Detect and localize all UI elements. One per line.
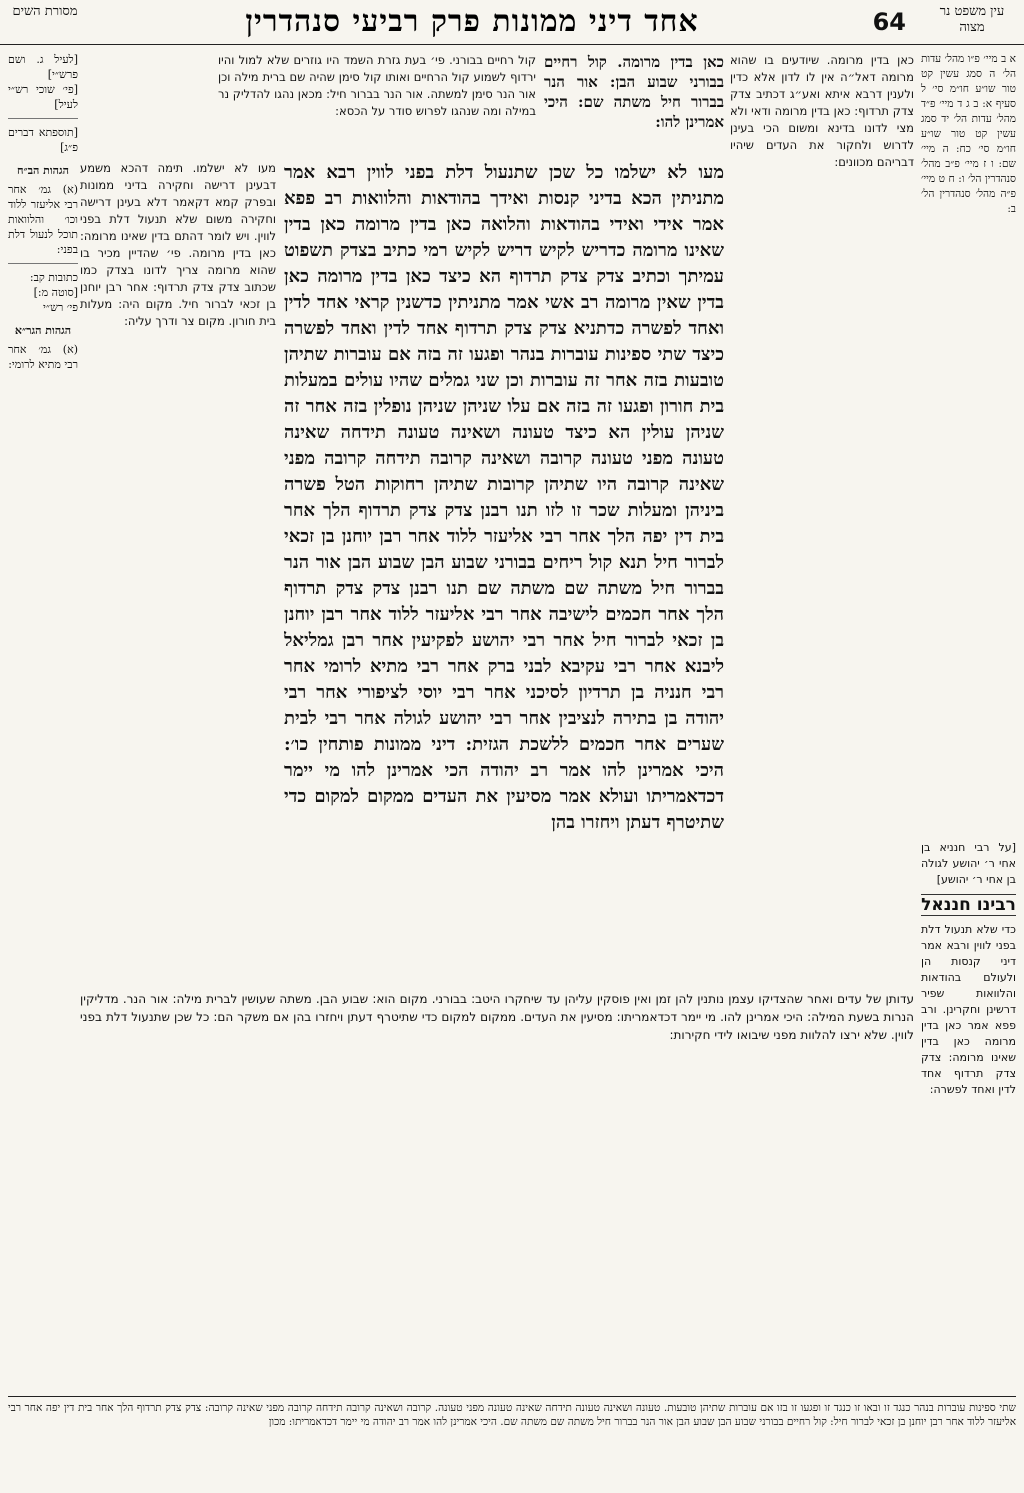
page-number: 64 (872, 8, 906, 36)
footer-notes: שתי ספינות עוברות בנהר כנגד זו ובאו זו כנגד זו ופגעו זו בזו אם עוברות שתיהן טובעות. טעונה ושאינה טעונה תידחה שאינה טעונה מפני טעונה. קרובה ושאינה קרובה תידחה קרובה מפני שאינה קרובה: צדק צדק תרדוף הלך אחר בית דין יפה אחר רבי אליעזר ללוד אחר רבן יוחנן בן זכאי לברור חיל: קול רחיים בבורני שבוע הבן שבוע הבן אור הנר בברור חיל משתה שם משתה שם. היכי אמרינן להו אמר רב יהודה מי יימר דכדאמריתו: מכון (8, 1396, 1016, 1485)
masoret-ref: [סוטה מ:] (33, 286, 78, 299)
hagahot-bach-text: (א) גמ׳ אחר רבי אליעזר ללוד וכו׳ והלוואות תוכל לנעול דלת בפני: (8, 183, 78, 256)
rabbeinu-chananel-column (921, 840, 1016, 1413)
page-title: אחד דיני ממונות פרק רביעי סנהדרין (245, 4, 699, 39)
masoret-column (8, 52, 78, 372)
ein-mishpat-header: עין משפט נר מצוה (939, 4, 1005, 35)
gemara-text: מעו לא ישלמו כל שכן שתנעול דלת בפני לווין רבא אמר מתניתין הכא בדיני קנסות ואידך בהודאות והלוואות רב פפא אמר אידי ואידי בהודאות והלואה כאן בדין מרומה כאן בדין שאינו מרומה כדריש לקיש דריש לקיש רמי כתיב בצדק תשפוט עמיתך וכתיב צדק צדק תרדוף הא כיצד כאן בדין מרומה כאן בדין שאין מרומה רב אשי אמר מתניתין כדשנין קראי אחד לדין ואחד לפשרה כדתניא צדק צדק תרדוף אחד לדין ואחד לפשרה כיצד שתי ספינות עוברות בנהר ופגעו זה בזה אם עוברות שתיהן טובעות בזה אחר זה עוברות וכן שני גמלים שהיו עולים במעלות בית חורון ופגעו זה בזה אם עלו שניהן שניהן נופלין בזה אחר זה שניהן עולין הא כיצד טעונה ושאינה טעונה תידחה שאינה טעונה מפני טעונה קרובה ושאינה קרובה תידחה קרובה מפני שאינה קרובה היו שתיהן קרובות שתיהן רחוקות הטל פשרה ביניהן ומעלות שכר זו לזו תנו רבנן צדק צדק תרדוף הלך אחר בית דין יפה הלך אחר רבי אליעזר ללוד אחר רבן יוחנן בן זכאי לברור חיל תנא קול ריחים בבורני שבוע הבן שבוע הבן אור הנר בברור חיל משתה שם משתה שם תנו רבנן צדק צדק תרדוף הלך אחר חכמים לישיבה אחר רבי אליעזר ללוד אחר רבן יוחנן בן זכאי לברור חיל אחר רבי יהושע לפקיעין אחר רבן גמליאל ליבנא אחר רבי עקיבא לבני ברק אחר רבי מתיא לרומי אחר רבי חנניה בן תרדיון לסיכני אחר רבי יוסי לציפורי אחר רבי יהודה בן בתירה לנציבין אחר רבי יהושע לגולה אחר רבי לבית שערים אחר חכמים ללשכת הגזית: דיני ממונות פותחין כו׳: היכי אמרינן להו אמר רב יהודה הכי אמרינן להו מי יימר דכדאמריתו ועולא אמר מסיעין את העדים ממקום למקום כדי שתיטרף דעתן ויחזרו בהן (284, 162, 724, 833)
tosafot-top-column: קול רחיים בבורני. פי׳ בעת גזרת השמד היו גוזרים שלא למול והיו ירדוף לשמוע קול הרחיים ואותו קול סימן שהיה שם ברית מילה וכן אור הנר סימן למשתה. אור הנר בברור חיל: מכאן נהגו להדליק נר במילה ומה שנהגו לפרוש סודר על הכסא: (218, 53, 536, 118)
rashi-bottom-commentary: עדותן של עדים ואחר שהצדיקו עצמן נותנין להן זמן ואין פוסקין עליהן עד שיחקרו היטב: בבורני. מקום הוא: שבוע הבן. משתה שעושין לברית מילה: אור הנר. מדליקין הנרות בשעת המילה: היכי אמרינן להו. מי יימר דכדאמריתו: מסיעין את העדים. ממקום למקום כדי שתיטרף דעתן ויחזרו בהן אם משקר הם: כל שכן שתנעול דלת בפני לווין. שלא ירצו להלוות מפני שיבואו לידי חקירות: (80, 992, 914, 1042)
rabbeinu-chananel-text: כדי שלא תנעול דלת בפני לווין ורבא אמר דיני קנסות הן ולעולם בהודאות והלוואות שפיר דרשינן וחקרינן. ורב פפא אמר כאן בדין מרומה כאן בדין שאינו מרומה: צדק צדק תרדוף אחד לדין ואחד לפשרה: (921, 923, 1016, 1096)
masoret-ref: כתובות קב: (29, 271, 78, 284)
hagahot-bach-label: הגהות הב״ח (17, 164, 69, 177)
rabbeinu-chananel-title: רבינו חננאל (921, 895, 1016, 915)
hagahot-gra-label: הגהות הגר״א (14, 324, 72, 337)
tosafot-column: מעו לא ישלמו. תימה דהכא משמע דבעינן דרישה וחקירה בדיני ממונות ובפרק קמא דקאמר דלא בעינן דרישה וחקירה משום שלא תנעול דלת בפני לווין. ויש לומר דהתם בדין שאינו מרומה: כאן בדין מרומה. פי׳ שהדיין מכיר בו שהוא מרומה צריך לדונו בצדק כמו שכתוב צדק צדק תרדוף: אחר רבן יוחנן בן זכאי לברור חיל. מקום היה: מעלות בית חורון. מקום צר ודרך עליה: (80, 161, 276, 328)
ein-mishpat-column: א ב מיי׳ פ״ו מהל׳ עדות הל׳ ה סמג עשין קט טור שו״ע חו״מ סי׳ ל סעיף א: ב ג ד מיי׳ פ״ד מהל׳ עדות הל׳ יד סמג עשין קט טור שו״ע חו״מ סי׳ כח: ה מיי׳ שם: ו ז מיי׳ פ״ב מהל׳ סנהדרין הל׳ ו: ח ט מיי׳ פ״ה מהל׳ סנהדרין הל׳ ב: (921, 53, 1016, 215)
hagahot-gra-text: (א) גמ׳ אחר רבי מתיא לרומי: (8, 343, 78, 371)
masoret-ref: [לעיל ג. ושם פרש״י] (8, 53, 78, 81)
divider (8, 118, 78, 119)
page-header (0, 0, 1024, 45)
masoret-ref: [פי׳ שוכי רש״י לעיל] (8, 83, 78, 111)
divider (8, 263, 78, 264)
masoret-ref: פי׳ רש״י (43, 301, 78, 314)
masoret-ref: [תוספתא דברים פ״ג] (8, 126, 78, 154)
side-note: [על רבי חנניא בן אחי ר׳ יהושע לגולה בן אחי ר׳ יהושע] (921, 841, 1016, 886)
rashi-top-column: כאן בדין מרומה. שיודעים בו שהוא מרומה דאל״ה אין לו לדון אלא כדין ולענין דרבא איתא ואע״ג דכתיב צדק צדק תרדוף: כאן בדין מרומה ודאי ולא מצי לדונו בדינא ומשום הכי בעינן לדרוש ולחקור את העדים שיהיו דבריהם מכוונים: (730, 53, 914, 169)
masoret-header: מסורת השים (12, 4, 78, 19)
main-top-column: כאן בדין מרומה. קול רחיים בבורני שבוע הבן: אור הנר בברור חיל משתה שם: היכי אמרינן להו: (544, 53, 724, 131)
